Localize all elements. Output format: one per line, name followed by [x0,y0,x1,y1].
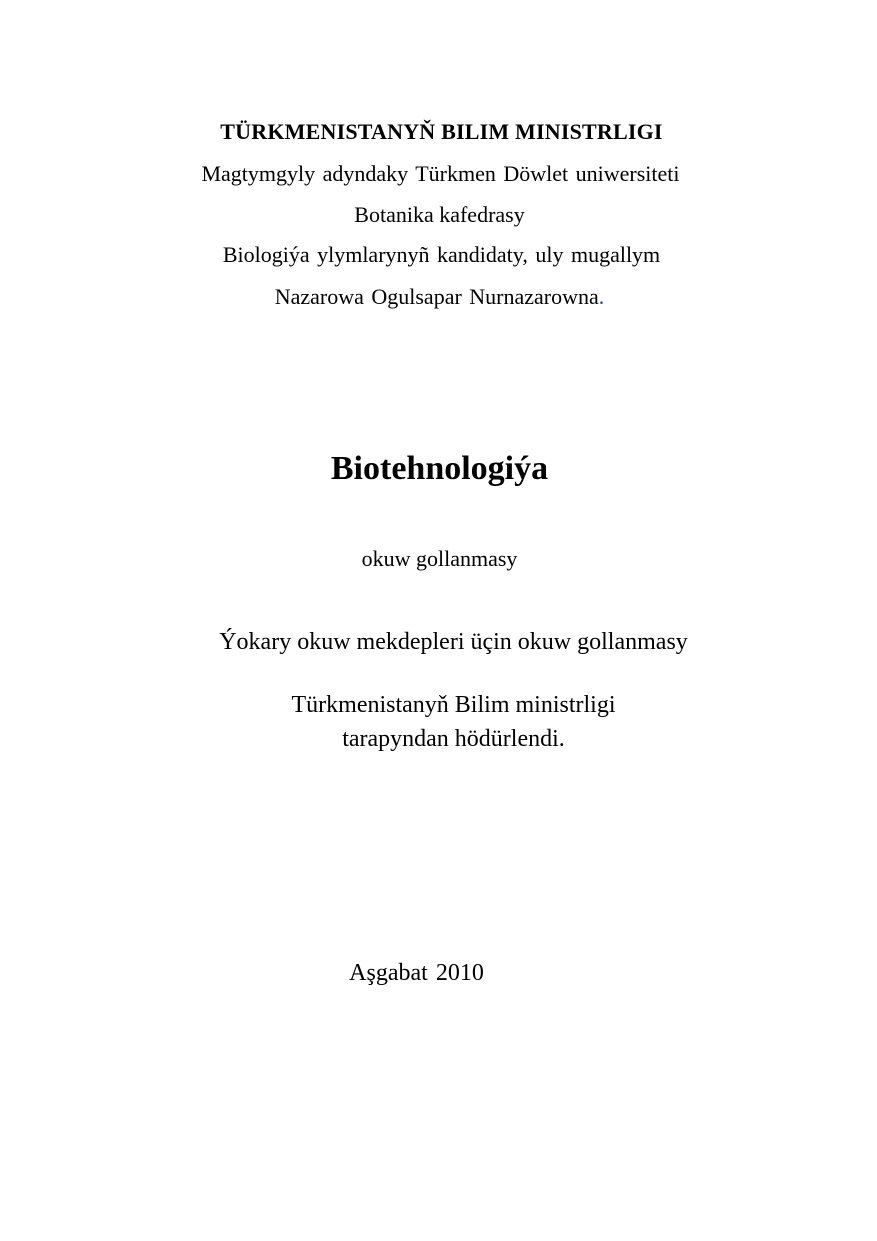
book-title: Biotehnologiýa [330,450,549,487]
university-name: Magtymgyly adyndaky Türkmen Döwlet uniwersiteti [201,161,680,186]
author-title: Biologiýa ylymlarynyñ kandidaty, uly mugallym [222,242,661,267]
city-year: Aşgabat 2010 [349,960,484,986]
department-name: Botanika kafedrasy [354,202,525,227]
author-name-period: . [598,284,605,309]
approval-line-1: Türkmenistanyň Bilim ministrligi [291,692,616,718]
approval-line-2: tarapyndan hödürlendi. [342,726,565,752]
audience-note: Ýokary okuw mekdepleri üçin okuw gollanmasy [219,629,688,655]
book-type: okuw gollanmasy [361,546,518,571]
author-name-line [1,286,877,308]
ministry-heading: TÜRKMENISTANYŇ BILIM MINISTRLIGI [220,119,663,144]
author-name: Nazarowa Ogulsapar Nurnazarowna [274,284,599,309]
